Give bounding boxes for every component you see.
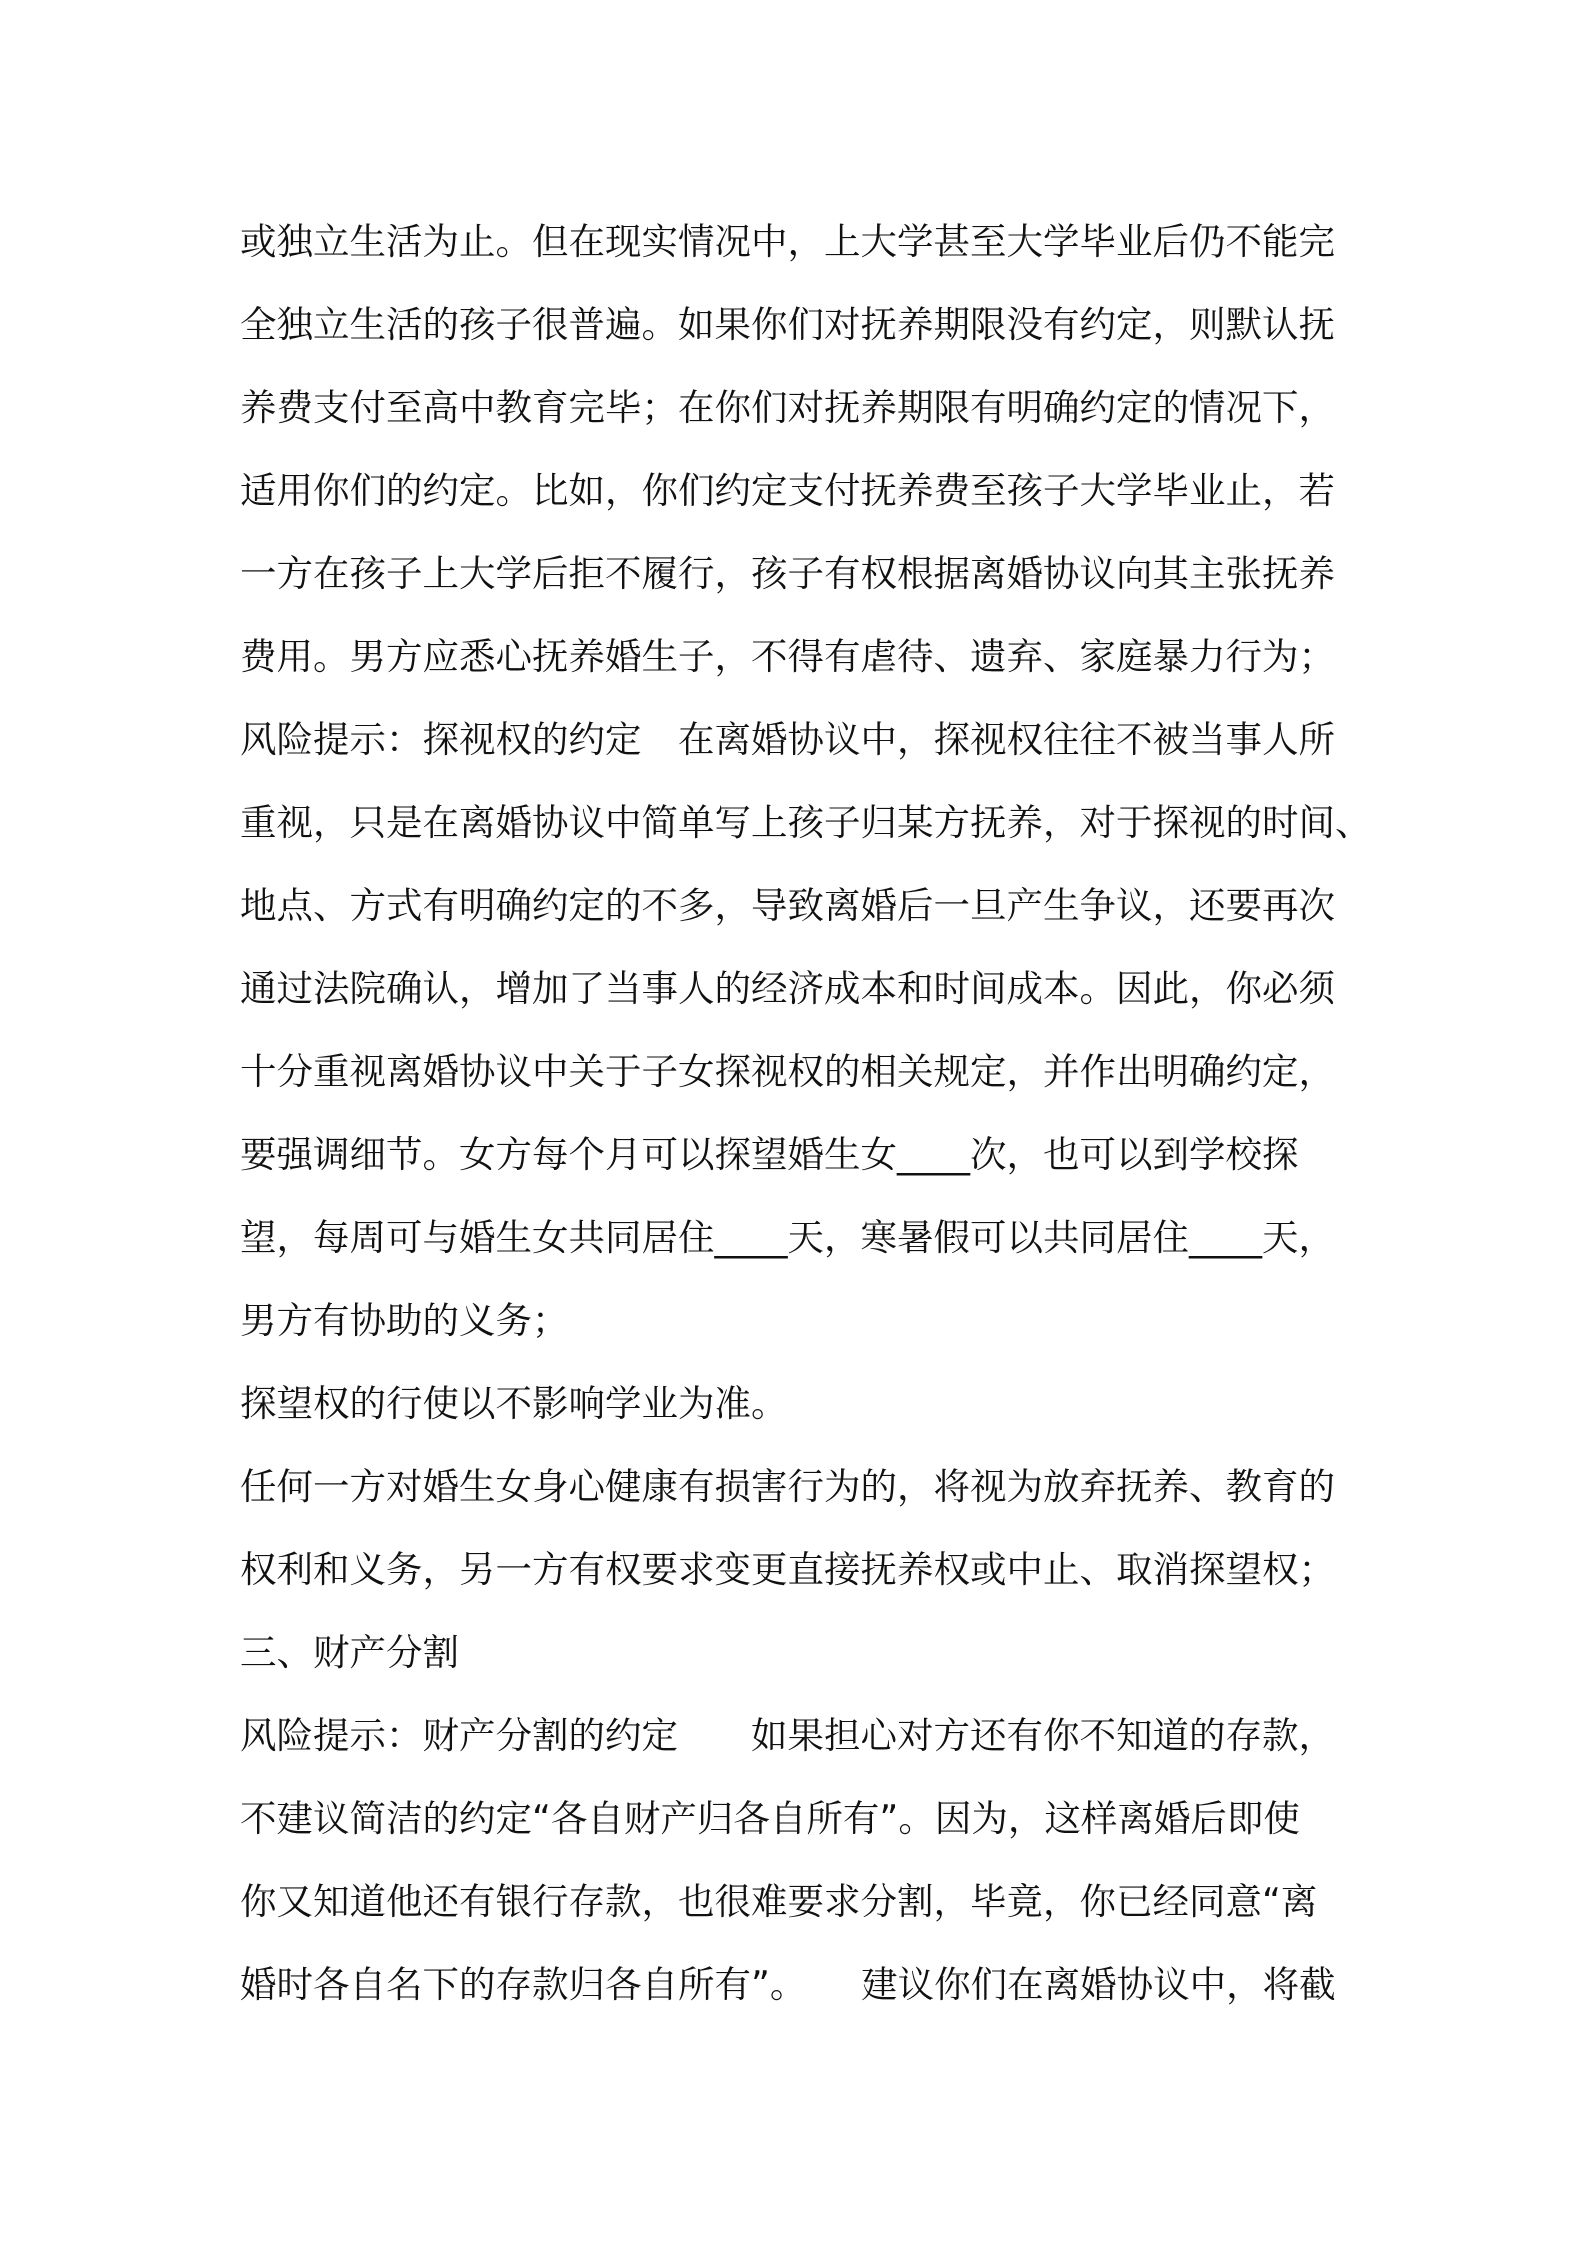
text-line: 任何一方对婚生女身心健康有损害行为的，将视为放弃抚养、教育的 (240, 1465, 1335, 1508)
text-line: 全独立生活的孩子很普遍。如果你们对抚养期限没有约定，则默认抚 (240, 303, 1335, 346)
text-line: 地点、方式有明确约定的不多，导致离婚后一旦产生争议，还要再次 (240, 884, 1335, 927)
document-body (240, 200, 1372, 2026)
text-line: 适用你们的约定。比如，你们约定支付抚养费至孩子大学毕业止，若 (240, 469, 1335, 512)
text-line: 望，每周可与婚生女共同居住____天，寒暑假可以共同居住____天， (240, 1216, 1335, 1259)
text-line: 通过法院确认，增加了当事人的经济成本和时间成本。因此，你必须 (240, 967, 1335, 1010)
text-line: 重视，只是在离婚协议中简单写上孩子归某方抚养，对于探视的时间、 (240, 801, 1372, 844)
text-line: 养费支付至高中教育完毕；在你们对抚养期限有明确约定的情况下， (240, 386, 1335, 429)
text-line: 风险提示：探视权的约定 在离婚协议中，探视权往往不被当事人所 (240, 718, 1335, 761)
text-line: 探望权的行使以不影响学业为准。 (240, 1382, 788, 1425)
text-line: 你又知道他还有银行存款，也很难要求分割，毕竟，你已经同意“离 (240, 1880, 1318, 1923)
text-line: 权利和义务，另一方有权要求变更直接抚养权或中止、取消探望权； (240, 1548, 1335, 1591)
text-line: 男方有协助的义务； (240, 1299, 569, 1342)
text-line: 一方在孩子上大学后拒不履行，孩子有权根据离婚协议向其主张抚养 (240, 552, 1335, 595)
text-line: 要强调细节。女方每个月可以探望婚生女____次，也可以到学校探 (240, 1133, 1299, 1176)
section-heading: 三、财产分割 (240, 1631, 459, 1674)
text-line: 或独立生活为止。但在现实情况中，上大学甚至大学毕业后仍不能完 (240, 220, 1335, 263)
text-line: 婚时各自名下的存款归各自所有”。 建议你们在离婚协议中，将截 (240, 1963, 1336, 2006)
text-line: 费用。男方应悉心抚养婚生子，不得有虐待、遗弃、家庭暴力行为； (240, 635, 1335, 678)
text-line: 十分重视离婚协议中关于子女探视权的相关规定，并作出明确约定， (240, 1050, 1335, 1093)
text-line: 风险提示：财产分割的约定 如果担心对方还有你不知道的存款， (240, 1714, 1335, 1757)
text-line: 不建议简洁的约定“各自财产归各自所有”。因为，这样离婚后即使 (240, 1797, 1300, 1840)
